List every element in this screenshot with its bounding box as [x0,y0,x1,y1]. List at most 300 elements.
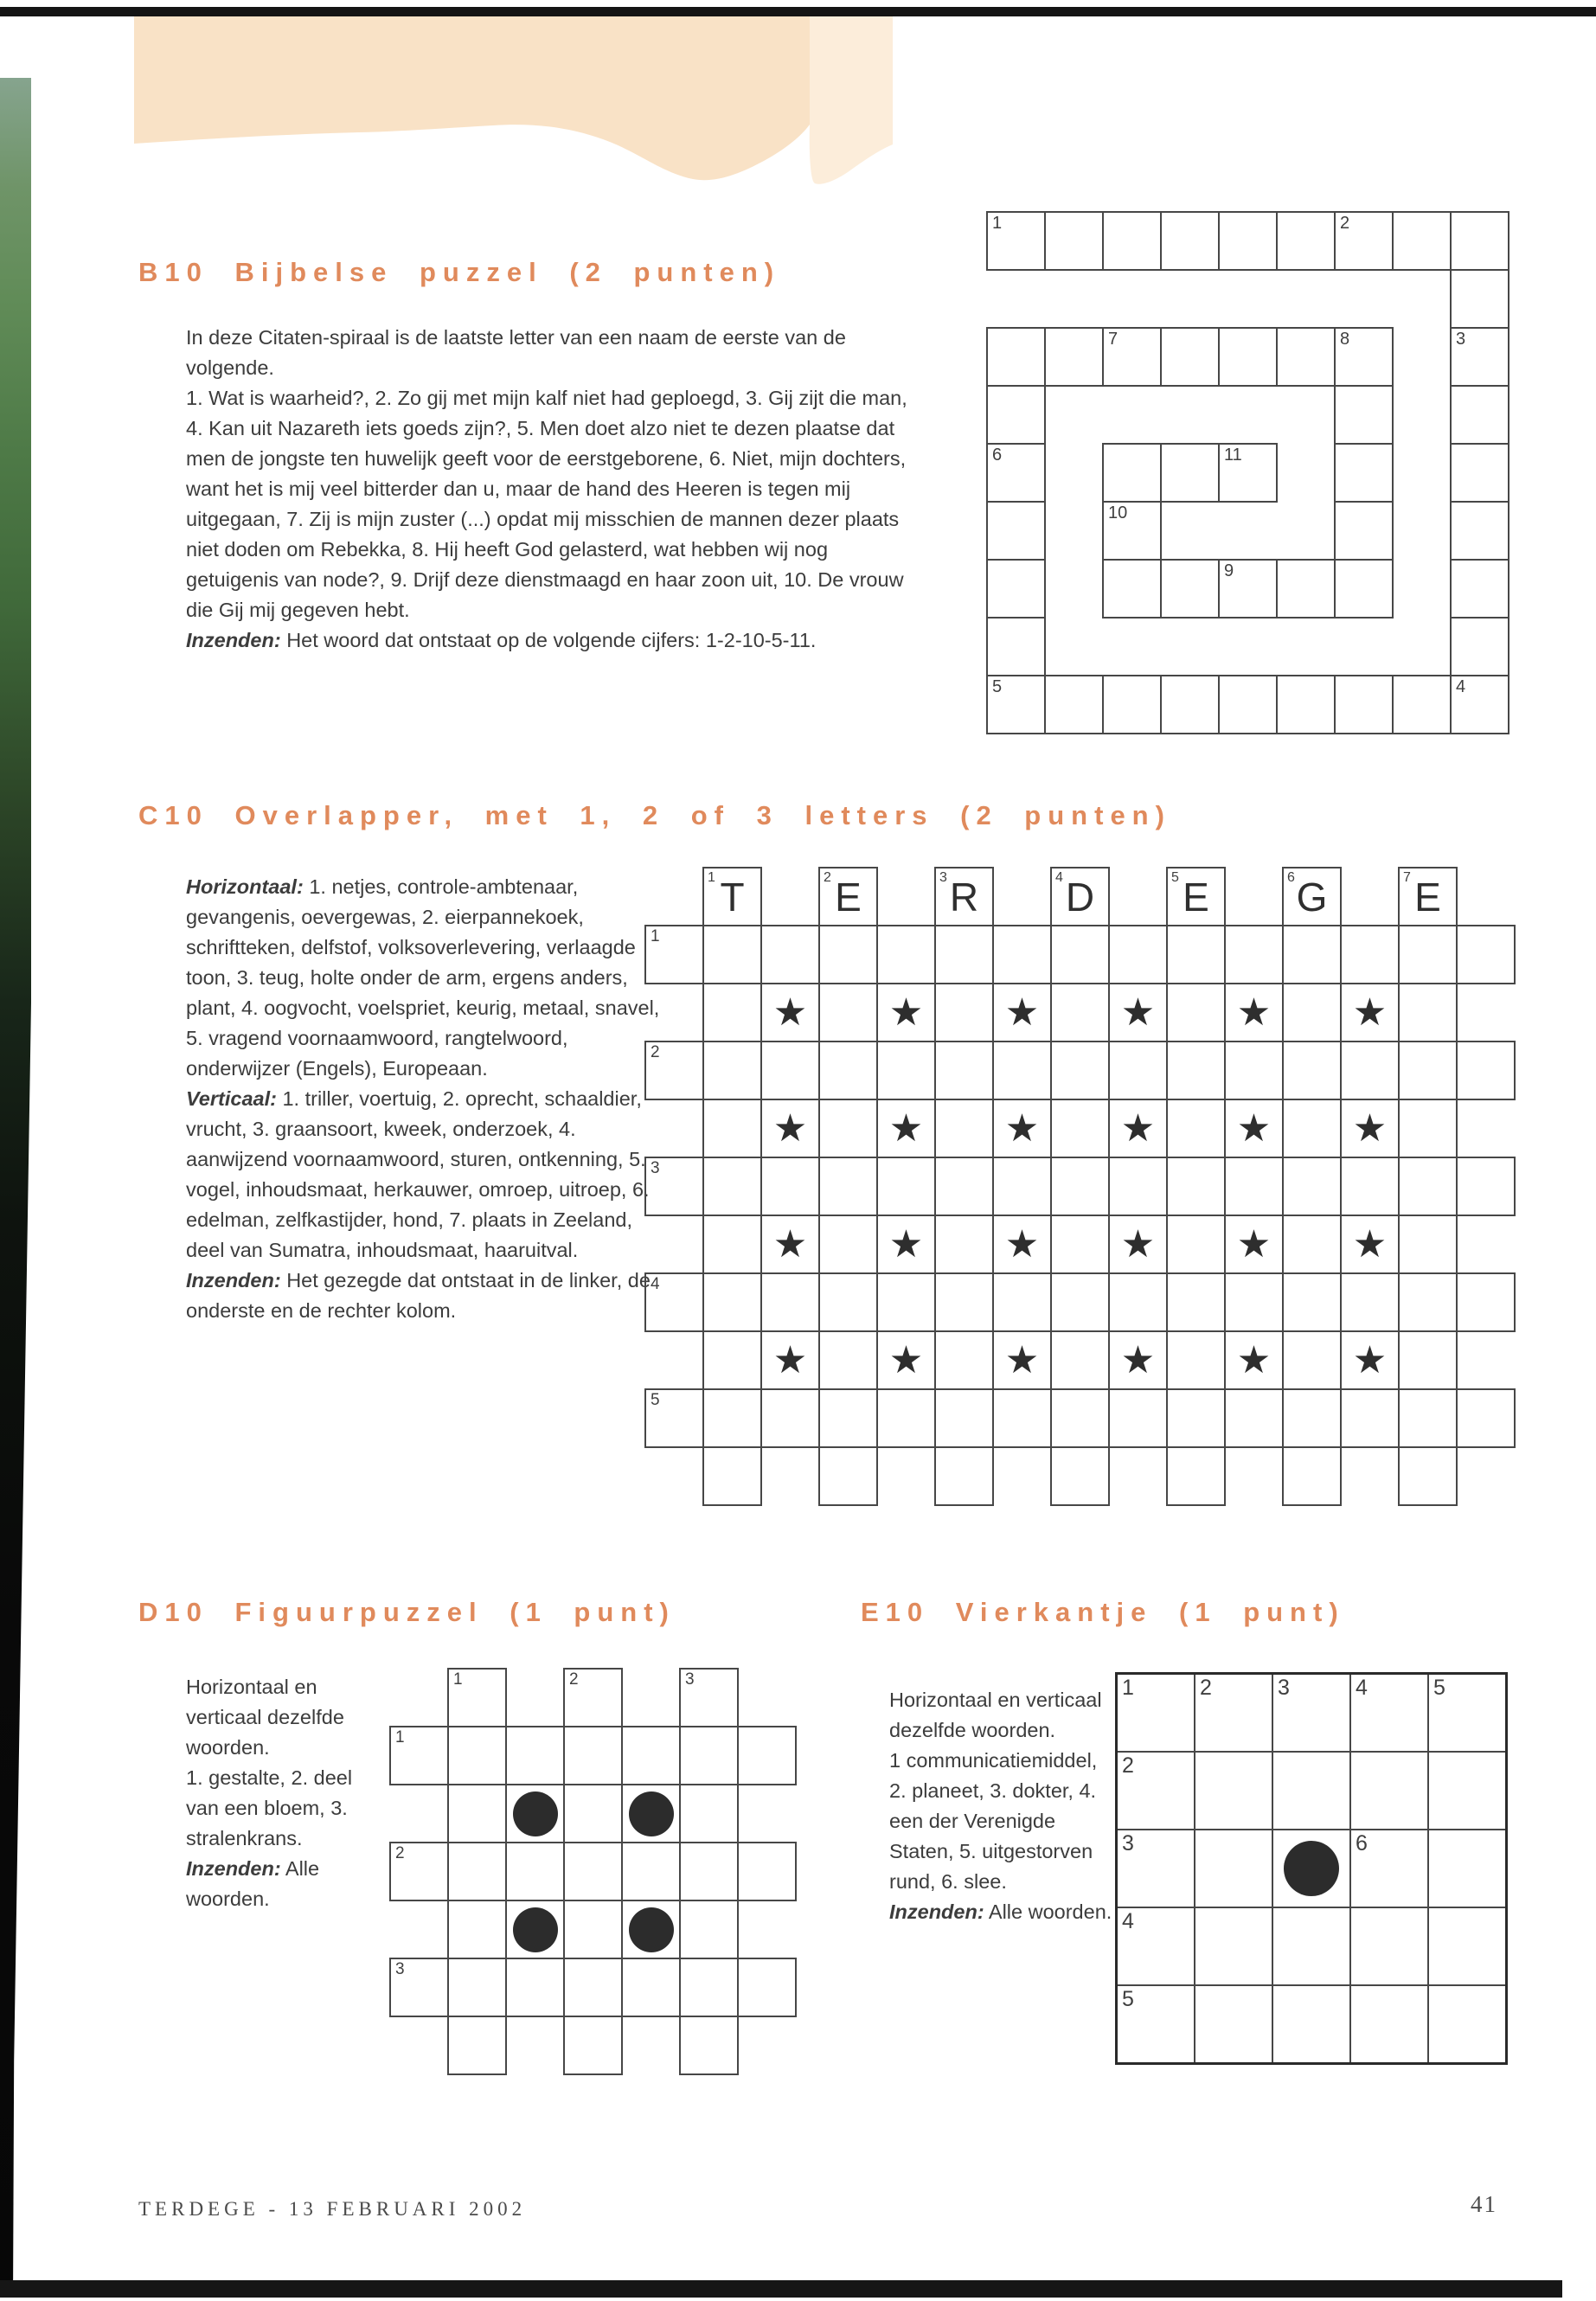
grid-cell [702,1272,762,1332]
grid-cell [1050,1446,1110,1506]
grid-cell [1108,1099,1168,1158]
grid-cell [621,1958,681,2017]
grid-cell [1282,1215,1342,1274]
cell-superscript-number: 7 [1403,870,1411,885]
grid-cell [1340,1388,1400,1448]
e10-text [889,1685,1116,1927]
b10-inzenden: Inzenden: Het woord dat ontstaat op de volgende cijfers: 1-2-10-5-11. [186,629,817,651]
grid-cell [1276,559,1336,619]
grid-cell [1398,1446,1458,1506]
grid-cell [1166,1388,1226,1448]
grid-cell [760,1157,820,1216]
grid-cell [1050,983,1110,1042]
grid-cell [679,1900,739,1959]
grid-cell [1050,1157,1110,1216]
grid-cell [1224,1041,1284,1100]
grid-cell [986,617,1046,676]
grid-cell [702,1157,762,1216]
grid-cell [644,1272,704,1332]
e10-intro: Horizontaal en verticaal dezelfde woorden. [889,1689,1102,1741]
cell-number-label: 9 [1224,561,1234,580]
grid-outer-border [1115,1672,1508,2065]
cell-number-label: 2 [569,1670,579,1689]
grid-cell [1340,1330,1400,1390]
star-icon: ★ [1004,1107,1040,1150]
grid-cell [934,1099,994,1158]
grid-cell [621,1842,681,1901]
grid-cell [992,1330,1052,1390]
grid-cell [1282,1272,1342,1332]
grid-cell [1398,1330,1458,1390]
grid-cell [1102,211,1162,271]
grid-cell [1050,1099,1110,1158]
grid-cell [1224,1157,1284,1216]
grid-cell [876,983,936,1042]
grid-cell [1108,983,1168,1042]
cell-number-label: 8 [1340,330,1350,349]
grid-cell [760,1041,820,1100]
star-icon: ★ [888,1339,924,1381]
grid-cell [1224,1215,1284,1274]
grid-cell [644,1157,704,1216]
grid-cell [1108,1388,1168,1448]
grid-cell [876,1330,936,1390]
grid-cell [1334,211,1394,271]
grid-cell [934,1157,994,1216]
grid-cell [621,1784,681,1843]
grid-cell [1166,1099,1226,1158]
cell-number-label: 3 [1278,1676,1290,1700]
grid-cell [644,1041,704,1100]
grid-cell [1108,1215,1168,1274]
star-icon: ★ [1004,1339,1040,1381]
grid-cell [1340,925,1400,984]
e10-clues: 1 communicatiemiddel, 2. planeet, 3. dokter, 4. een der Verenigde Staten, 5. uitgestorven rund, 6. slee. [889,1749,1098,1893]
star-icon: ★ [1004,991,1040,1034]
d10-clues: 1. gestalte, 2. deel van een bloem, 3. stralenkrans. [186,1766,353,1849]
cell-superscript-number: 2 [824,870,831,885]
cell-number-label: 1 [453,1670,463,1689]
grid-cell [1166,1215,1226,1274]
grid-cell [702,925,762,984]
grid-cell [737,1842,797,1901]
grid-cell [876,1388,936,1448]
grid-cell [1218,443,1278,503]
cell-superscript-number: 5 [1171,870,1179,885]
grid-cell [1166,1446,1226,1506]
grid-cell [818,983,878,1042]
grid-cell [818,1388,878,1448]
grid-cell [1450,269,1509,329]
grid-cell [644,925,704,984]
grid-cell [1218,675,1278,734]
grid-cell [1392,675,1452,734]
grid-cell [1166,1041,1226,1100]
grid-cell [1334,327,1394,387]
grid-cell [818,1272,878,1332]
grid-cell [1160,327,1220,387]
black-dot-marker [513,1907,558,1952]
grid-cell [1340,983,1400,1042]
grid-cell [1340,1157,1400,1216]
grid-cell [737,1958,797,2017]
cell-number-label: 2 [395,1844,405,1862]
grid-cell [1450,675,1509,734]
star-icon: ★ [772,1339,808,1381]
grid-cell [563,1958,623,2017]
star-icon: ★ [1120,1339,1156,1381]
grid-cell [818,1157,878,1216]
grid-cell [1398,867,1458,926]
b10-clues: 1. Wat is waarheid?, 2. Zo gij met mijn kalf niet had geploegd, 3. Gij zijt die man, 4. Kan uit Nazareth iets goeds zijn?, 5. Men doet alzo niet te dezen plaatse dat men de jongste ten huwelijk geeft voor de eerstgeborene, 6. Niet, mijn dochters, want het is mij veel bitterder dan u, maar de hand des Heeren is tegen mij uitgegaan, 7. Zij is mijn zuster (...) opdat mij misschien de mannen dezer plaats niet doden om Rebekka, 8. Hij heeft God gelasterd, wat hebben wij nog getuigenis van node?, 9. Drijf deze dienstmaagd en haar zoon uit, 10. De vrouw die Gij mij gegeven hebt. [186,387,907,621]
cell-superscript-number: 3 [939,870,947,885]
grid-cell [1450,211,1509,271]
grid-cell [876,925,936,984]
grid-cell [1340,1272,1400,1332]
grid-cell [1108,1157,1168,1216]
grid-cell [1160,443,1220,503]
cell-number-label: 2 [651,1043,660,1061]
grid-cell [447,1668,507,1727]
grid-cell [934,867,994,926]
grid-cell [1282,1157,1342,1216]
peach-wave-band [134,16,895,224]
grid-cell [1456,1157,1516,1216]
bottom-black-bar [0,2280,1562,2298]
grid-cell [737,1726,797,1785]
grid-cell [1398,925,1458,984]
grid-cell [1166,1157,1226,1216]
grid-cell [389,1842,449,1901]
grid-cell [992,1388,1052,1448]
grid-cell [505,1900,565,1959]
grid-cell [621,1900,681,1959]
grid-cell [1166,925,1226,984]
star-icon: ★ [888,1107,924,1150]
grid-cell [1166,1272,1226,1332]
cell-number-label: 6 [1356,1831,1368,1856]
c10-verticaal: Verticaal: 1. triller, voertuig, 2. oprecht, schaaldier, vrucht, 3. graansoort, kweek, onderzoek, 4. aanwijzend voornaamwoord, sturen, ontkenning, 5. vogel, inhoudsmaat, herkauwer, omroep, uitroep, 6. edelman, zelfkastijder, hond, 7. plaats in Zeeland, deel van Sumatra, inhoudsmaat, haaruitval. [186,1087,650,1261]
grid-cell [447,2016,507,2075]
grid-cell [505,1842,565,1901]
grid-cell [760,1330,820,1390]
grid-cell [1398,1157,1458,1216]
grid-cell [1108,925,1168,984]
grid-cell [934,1446,994,1506]
grid-cell [1334,443,1394,503]
grid-cell [1108,1330,1168,1390]
grid-cell [563,1668,623,1727]
cell-letter: E [1183,874,1209,920]
e10-inzenden: Inzenden: Alle woorden. [889,1900,1112,1923]
grid-cell [1398,1041,1458,1100]
cell-number-label: 1 [395,1728,405,1747]
grid-cell [1456,1388,1516,1448]
grid-cell [1450,617,1509,676]
grid-cell [1218,559,1278,619]
grid-cell [876,1215,936,1274]
grid-cell [1282,1446,1342,1506]
grid-cell [876,1157,936,1216]
cell-letter: R [949,874,979,920]
grid-cell [1334,501,1394,561]
d10-inzenden: Inzenden: Alle woorden. [186,1857,320,1910]
grid-cell [986,385,1046,445]
cell-letter: T [720,874,745,920]
cell-number-label: 7 [1108,330,1118,349]
grid-cell [876,1099,936,1158]
cell-letter: D [1065,874,1095,920]
grid-cell [986,443,1046,503]
star-icon: ★ [1120,991,1156,1034]
grid-cell [992,925,1052,984]
grid-cell [1224,1099,1284,1158]
grid-cell [447,1784,507,1843]
star-icon: ★ [772,1107,808,1150]
star-icon: ★ [772,1223,808,1266]
cell-number-label: 5 [1433,1676,1445,1700]
grid-cell [986,675,1046,734]
cell-number-label: 3 [685,1670,695,1689]
grid-cell [818,1099,878,1158]
grid-cell [1392,211,1452,271]
grid-cell [702,1330,762,1390]
grid-cell [1450,327,1509,387]
grid-cell [934,1041,994,1100]
grid-cell [760,925,820,984]
cell-number-label: 4 [651,1275,660,1293]
star-icon: ★ [1004,1223,1040,1266]
grid-cell [1044,211,1104,271]
star-icon: ★ [888,1223,924,1266]
grid-cell [563,1842,623,1901]
grid-cell [992,1041,1052,1100]
grid-cell [702,1388,762,1448]
grid-cell [563,1900,623,1959]
grid-cell [818,1446,878,1506]
grid-cell [1108,1272,1168,1332]
cell-number-label: 5 [651,1391,660,1409]
grid-cell [679,1726,739,1785]
left-photo-strip [0,78,31,2280]
grid-cell [1340,1215,1400,1274]
peach-band-light [810,16,893,184]
grid-cell [992,983,1052,1042]
grid-cell [1450,385,1509,445]
grid-cell [563,2016,623,2075]
grid-cell [679,1784,739,1843]
star-icon: ★ [1352,991,1388,1034]
grid-cell [1108,1041,1168,1100]
grid-cell [1050,1041,1110,1100]
c10-horizontaal: Horizontaal: 1. netjes, controle-ambtenaar, gevangenis, oevergewas, 2. eierpannekoek, schriftteken, delfstof, volksoverlevering, verlaagde toon, 3. teug, holte onder de arm, ergens anders, plant, 4. oogvocht, voelspriet, keurig, metaal, snavel, 5. vragend voornaamwoord, rangtelwoord, onderwijzer (Engels), Europeaan. [186,875,660,1080]
grid-cell [447,1900,507,1959]
grid-cell [986,501,1046,561]
grid-cell [1044,327,1104,387]
cell-number-label: 3 [1456,330,1466,349]
grid-cell [1450,501,1509,561]
grid-cell [1044,675,1104,734]
grid-cell [505,1784,565,1843]
grid-cell [389,1958,449,2017]
cell-superscript-number: 6 [1287,870,1295,885]
cell-number-label: 3 [1122,1831,1134,1856]
grid-cell [1282,983,1342,1042]
grid-cell [679,1842,739,1901]
grid-cell [818,1215,878,1274]
grid-cell [1282,1041,1342,1100]
star-icon: ★ [1352,1107,1388,1150]
grid-cell [1166,1330,1226,1390]
grid-cell [1456,1272,1516,1332]
cell-number-label: 10 [1108,503,1128,522]
grid-cell [1334,675,1394,734]
b10-text [186,323,926,656]
grid-cell [505,1958,565,2017]
grid-cell [934,1272,994,1332]
grid-cell [992,1272,1052,1332]
cell-number-label: 3 [651,1159,660,1177]
cell-letter: E [1414,874,1441,920]
grid-cell [1398,983,1458,1042]
grid-cell [563,1784,623,1843]
grid-cell [1282,1099,1342,1158]
grid-cell [563,1726,623,1785]
grid-cell [818,1041,878,1100]
grid-cell [992,1215,1052,1274]
grid-cell [1224,925,1284,984]
grid-cell [934,983,994,1042]
grid-cell [934,925,994,984]
grid-cell [644,1388,704,1448]
footer-magazine-date: TERDEGE - 13 FEBRUARI 2002 [138,2198,527,2220]
grid-cell [1102,327,1162,387]
grid-cell [679,1668,739,1727]
grid-cell [876,1041,936,1100]
grid-cell [1102,501,1162,561]
grid-cell [1276,675,1336,734]
grid-cell [1456,925,1516,984]
grid-cell [934,1330,994,1390]
grid-cell [1340,1041,1400,1100]
grid-cell [1450,559,1509,619]
c10-text [186,872,670,1326]
grid-cell [621,1726,681,1785]
grid-cell [679,1958,739,2017]
star-icon: ★ [888,991,924,1034]
grid-cell [1450,443,1509,503]
grid-cell [1050,1215,1110,1274]
cell-number-label: 5 [992,677,1003,696]
grid-cell [702,983,762,1042]
black-dot-marker [629,1907,674,1952]
star-icon: ★ [1120,1223,1156,1266]
grid-cell [1160,559,1220,619]
grid-cell [1050,1272,1110,1332]
top-black-bar [0,7,1596,16]
grid-cell [760,1272,820,1332]
grid-cell [1166,867,1226,926]
grid-cell [702,1041,762,1100]
star-icon: ★ [1352,1339,1388,1381]
grid-cell [1224,1330,1284,1390]
star-icon: ★ [1352,1223,1388,1266]
b10-intro: In deze Citaten-spiraal is de laatste letter van een naam de eerste van de volgende. [186,326,846,379]
cell-number-label: 3 [395,1960,405,1978]
grid-cell [1102,443,1162,503]
grid-cell [760,1215,820,1274]
grid-cell [1224,1388,1284,1448]
grid-cell [760,983,820,1042]
star-icon: ★ [1236,1107,1272,1150]
grid-cell [1050,867,1110,926]
e10-heading: E10 Vierkantje (1 punt) [861,1597,1345,1627]
d10-text [186,1672,389,1914]
c10-inzenden: Inzenden: Het gezegde dat ontstaat in de linker, de onderste en de rechter kolom. [186,1269,651,1322]
grid-cell [1340,1099,1400,1158]
grid-cell [992,1157,1052,1216]
grid-cell [1282,1388,1342,1448]
cell-number-label: 1 [992,214,1003,233]
grid-cell [1050,925,1110,984]
star-icon: ★ [1236,1223,1272,1266]
grid-cell [818,925,878,984]
grid-cell [818,867,878,926]
grid-cell [1050,1388,1110,1448]
grid-cell [447,1842,507,1901]
grid-cell [1282,867,1342,926]
grid-cell [679,2016,739,2075]
grid-cell [1160,675,1220,734]
grid-cell [986,211,1046,271]
cell-number-label: 4 [1356,1676,1368,1700]
grid-cell [934,1388,994,1448]
grid-cell [1102,559,1162,619]
grid-cell [760,1388,820,1448]
grid-cell [702,1099,762,1158]
cell-superscript-number: 4 [1055,870,1063,885]
grid-cell [1276,211,1336,271]
grid-cell [1218,211,1278,271]
grid-cell [702,1215,762,1274]
cell-number-label: 11 [1224,445,1242,465]
grid-cell [1398,1215,1458,1274]
cell-number-label: 2 [1122,1753,1134,1778]
grid-cell [1224,983,1284,1042]
grid-cell [447,1958,507,2017]
grid-cell [1456,1041,1516,1100]
cell-number-label: 1 [1122,1676,1134,1700]
grid-cell [818,1330,878,1390]
grid-cell [876,1272,936,1332]
grid-cell [447,1726,507,1785]
grid-cell [505,1726,565,1785]
peach-band-main [134,16,810,180]
black-dot-marker [513,1791,558,1836]
grid-cell [702,867,762,926]
cell-number-label: 6 [992,445,1003,465]
grid-cell [1282,1330,1342,1390]
grid-cell [934,1215,994,1274]
b10-heading: B10 Bijbelse puzzel (2 punten) [138,257,781,287]
grid-cell [702,1446,762,1506]
cell-superscript-number: 1 [708,870,715,885]
grid-cell [1218,327,1278,387]
cell-letter: G [1296,874,1328,920]
cell-number-label: 2 [1200,1676,1212,1700]
grid-cell [1282,925,1342,984]
c10-heading: C10 Overlapper, met 1, 2 of 3 letters (2 punten) [138,800,1171,830]
